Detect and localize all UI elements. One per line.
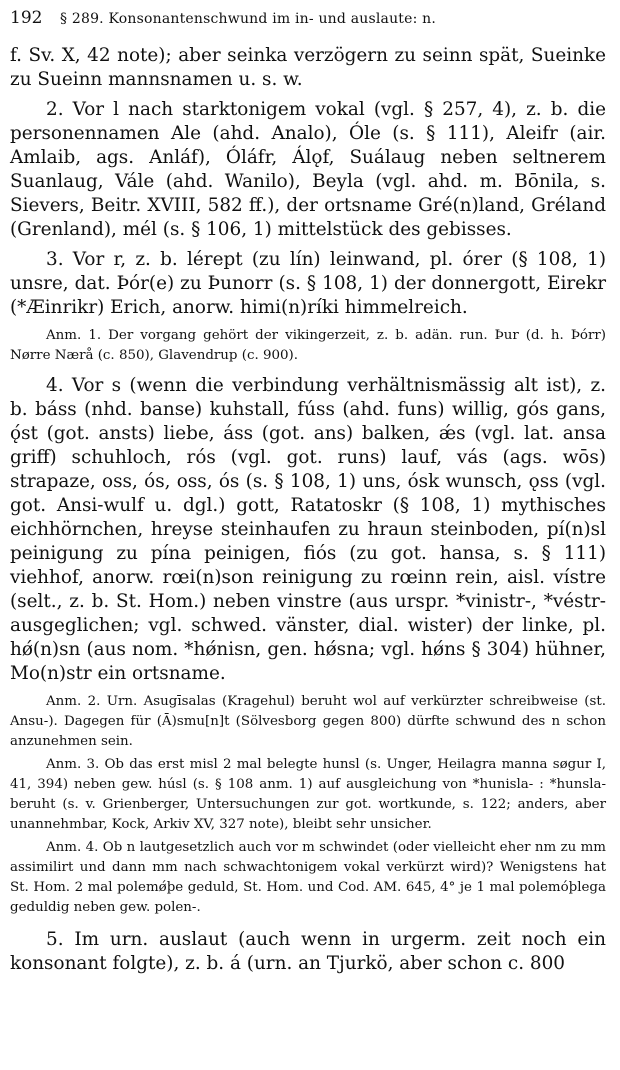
page-number: 192 <box>10 8 43 28</box>
note-anm-4: Anm. 4. Ob n lautgesetzlich auch vor m schwindet (oder vielleicht eher nm zu mm assimilirt und dann mm nach schwachtonigem vokal verkürzt wird)? Wenigstens hat St. Hom. 2 mal polemǿþe geduld, St. Hom. und Cod. AM. 645, 4° je 1 mal polemóþlega geduldig neben gew. polen-. <box>10 840 606 915</box>
note-anm-1: Anm. 1. Der vorgang gehört der vikingerzeit, z. b. adän. run. Þur (d. h. Þórr) Nørre Nærå (c. 850), Glavendrup (c. 900). <box>10 328 606 363</box>
running-header <box>10 8 606 38</box>
running-title: § 289. Konsonantenschwund im in- und auslaute: n. <box>60 11 437 27</box>
paragraph-continuation: f. Sv. X, 42 note); aber seinka verzögern zu seinn spät, Sueinke zu Sueinn mannsnamen u. s. w. <box>10 45 606 90</box>
paragraph-5: 5. Im urn. auslaut (auch wenn in urgerm. zeit noch ein konsonant folgte), z. b. á (urn. an Tjurkö, aber schon c. 800 <box>10 929 606 974</box>
paragraph-2: 2. Vor l nach starktonigem vokal (vgl. § 257, 4), z. b. die personennamen Ale (ahd. Analo), Óle (s. § 111), Aleifr (air. Amlaib, ags. Anláf), Óláfr, Álǫf, Suálaug neben seltnerem Suanlaug, Vále (ahd. Wanilo), Beyla (vgl. ahd. m. Bōnila, s. Sievers, Beitr. XVIII, 582 ff.), der ortsname Gré(n)land, Gréland (Grenland), mél (s. § 106, 1) mittelstück des gebisses. <box>10 99 606 240</box>
paragraph-4: 4. Vor s (wenn die verbindung verhältnismässig alt ist), z. b. báss (nhd. banse) kuhstall, fúss (ahd. funs) willig, gós gans, ǫ́st (got. ansts) liebe, áss (got. ans) balken, ǽs (vgl. lat. ansa griff) schuhloch, rós (vgl. got. runs) lauf, vás (ags. wōs) strapaze, oss, ós, oss, ós (s. § 108, 1) uns, ósk wunsch, ǫss (vgl. got. Ansi-wulf u. dgl.) gott, Ratatoskr (§ 108, 1) mythisches eichhörnchen, hreyse steinhaufen zu hraun steinboden, pí(n)sl peinigung zu pína peinigen, fiós (zu got. hansa, s. § 111) viehhof, anorw. rœi(n)son reinigung zu rœinn rein, aisl. vístre (selt., z. b. St. Hom.) neben vinstre (aus urspr. *vinistr-, *véstr- ausgeglichen; vgl. schwed. vänster, dial. wister) der linke, pl. hǿ(n)sn (aus nom. *hǿnisn, gen. hǿsna; vgl. hǿns § 304) hühner, Mo(n)str ein ortsname. <box>10 375 606 684</box>
paragraph-3: 3. Vor r, z. b. lérept (zu lín) leinwand, pl. órer (§ 108, 1) unsre, dat. Þór(e) zu Þunorr (s. § 108, 1) der donnergott, Eirekr (*Æinrikr) Erich, anorw. himi(n)ríki himmelreich. <box>10 249 606 318</box>
note-anm-2: Anm. 2. Urn. Asugīsalas (Kragehul) beruht wol auf verkürzter schreibweise (st. Ansu-). Dagegen für (Ā)smu[n]t (Sölvesborg gegen 800) dürfte schwund des n schon anzunehmen sein. <box>10 694 606 749</box>
note-anm-3: Anm. 3. Ob das erst misl 2 mal belegte hunsl (s. Unger, Heilagra manna søgur I, 41, 394) neben gew. húsl (s. § 108 anm. 1) auf ausgleichung von *hunisla- : *hunsla- beruht (s. v. Grienberger, Untersuchungen zur got. wortkunde, s. 122; anders, aber unannehmbar, Kock, Arkiv XV, 327 note), bleibt sehr unsicher. <box>10 757 606 832</box>
